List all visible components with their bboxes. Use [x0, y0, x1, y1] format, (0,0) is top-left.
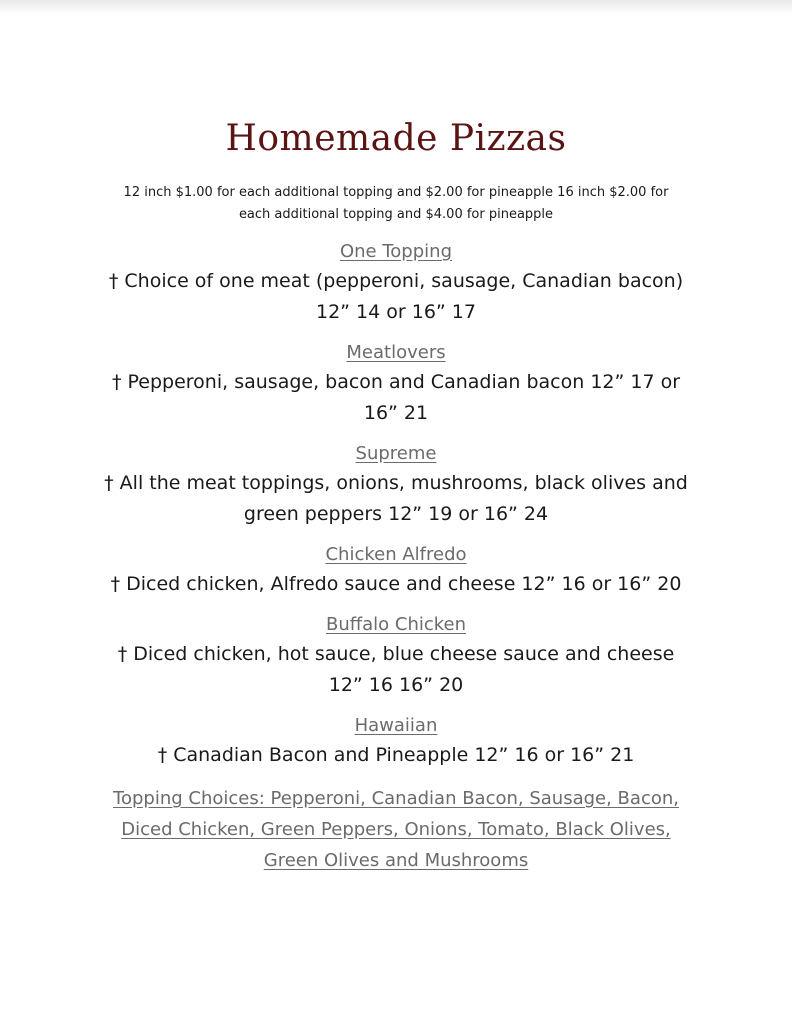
topping-choices: Topping Choices: Pepperoni, Canadian Bacon, Sausage, Bacon, Diced Chicken, Green Peppers, Onions, Tomato, Black Olives, Green Olives and Mushrooms — [113, 788, 679, 871]
section-heading: Buffalo Chicken — [325, 614, 467, 635]
section-description: † Diced chicken, Alfredo sauce and cheese 12” 16 or 16” 20 — [110, 573, 682, 595]
section-chicken-alfredo — [100, 541, 692, 600]
section-supreme — [100, 440, 692, 530]
pricing-note: 12 inch $1.00 for each additional topping and $2.00 for pineapple 16 inch $2.00 for each additional topping and $4.00 for pineapple — [123, 185, 669, 222]
page-title: Homemade Pizzas — [225, 118, 567, 159]
section-description: † Canadian Bacon and Pineapple 12” 16 or 16” 21 — [157, 744, 635, 766]
section-heading: One Topping — [339, 241, 452, 262]
section-hawaiian — [100, 712, 692, 771]
section-heading: Meatlovers — [346, 342, 446, 363]
section-heading: Supreme — [355, 443, 437, 464]
section-heading: Hawaiian — [354, 715, 438, 736]
section-description: † All the meat toppings, onions, mushrooms, black olives and green peppers 12” 19 or 16” 24 — [104, 472, 688, 525]
section-meatlovers — [100, 339, 692, 429]
section-description: † Choice of one meat (pepperoni, sausage, Canadian bacon) 12” 14 or 16” 17 — [108, 270, 684, 323]
section-description: † Pepperoni, sausage, bacon and Canadian bacon 12” 17 or 16” 21 — [111, 371, 681, 424]
section-description: † Diced chicken, hot sauce, blue cheese sauce and cheese 12” 16 16” 20 — [117, 643, 675, 696]
section-buffalo-chicken — [100, 611, 692, 701]
section-heading: Chicken Alfredo — [325, 544, 467, 565]
section-one-topping — [100, 238, 692, 328]
